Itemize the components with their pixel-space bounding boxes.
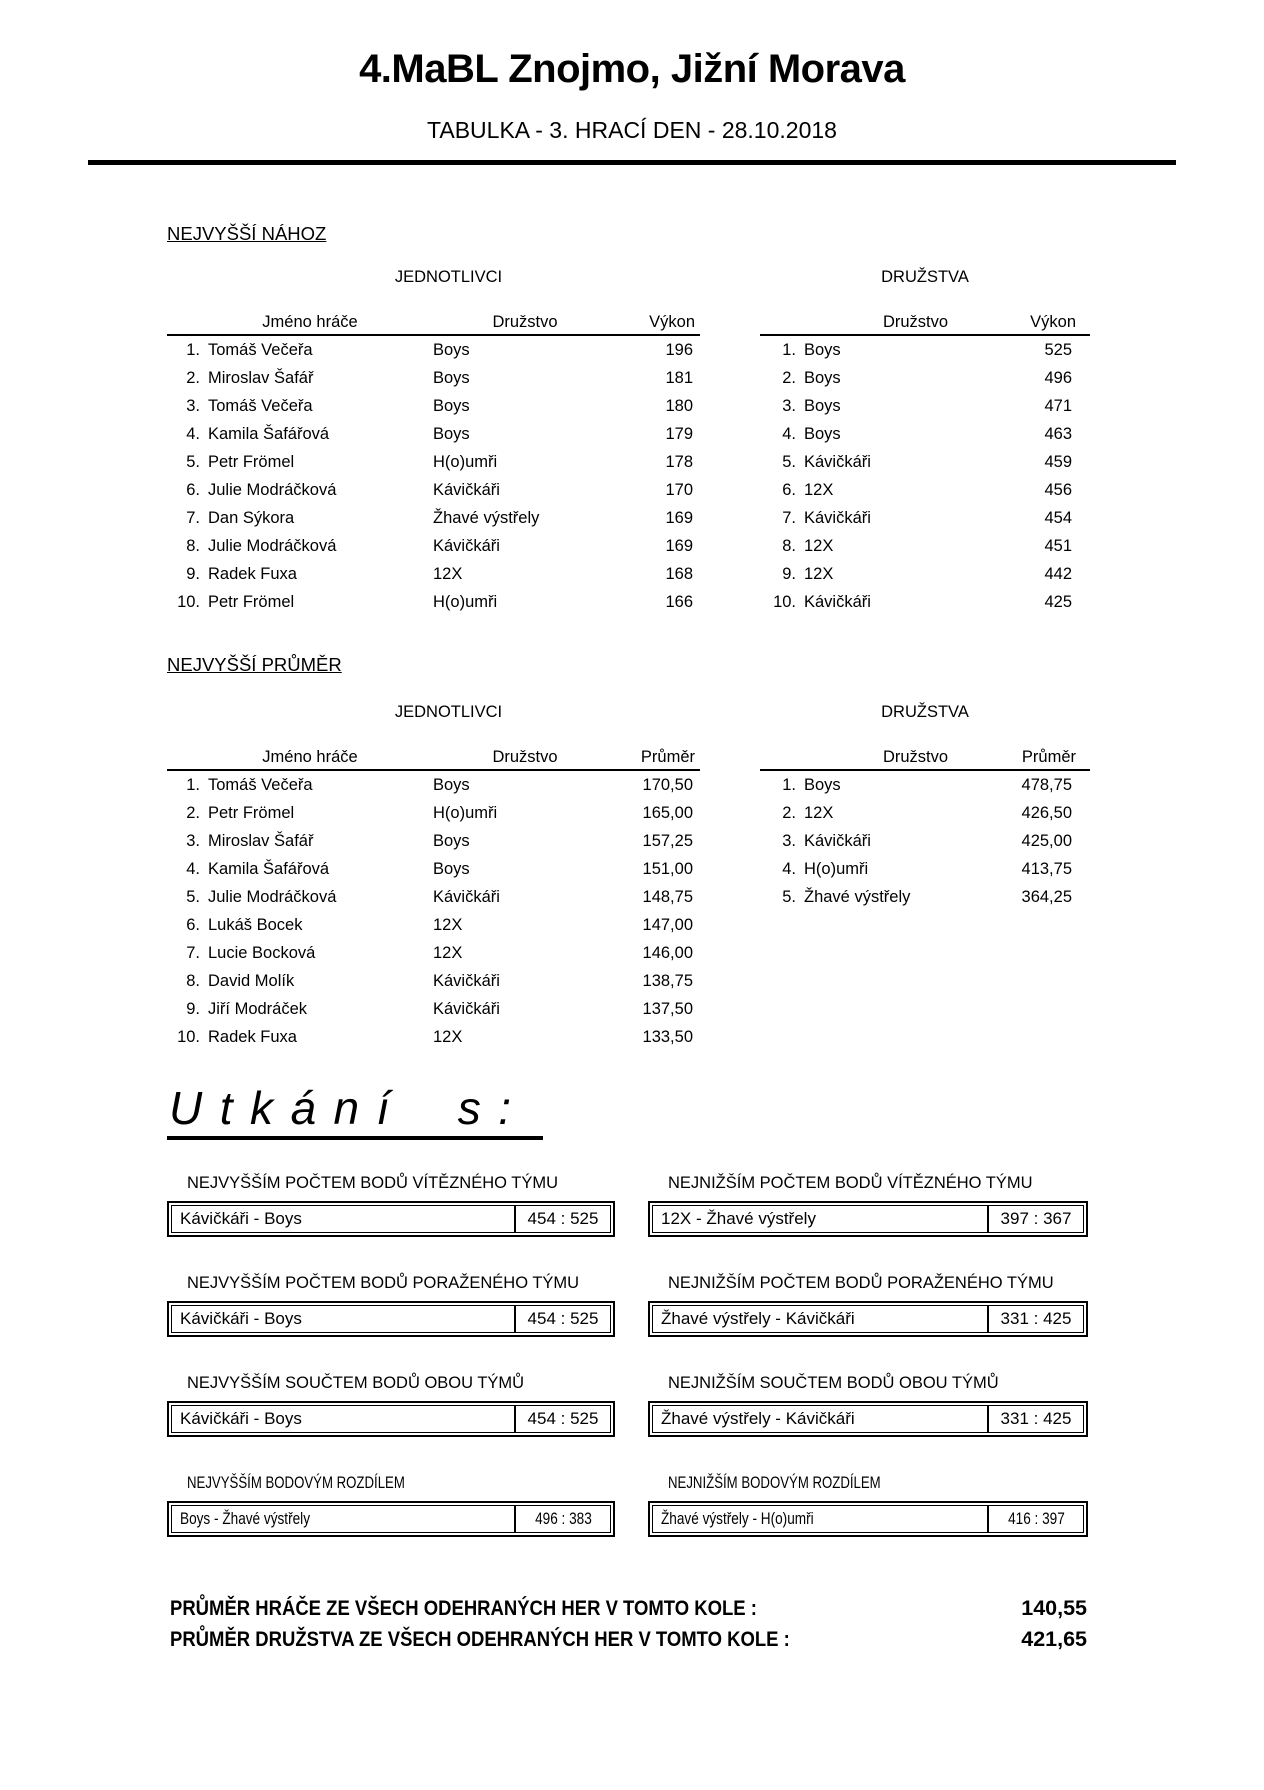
- summary-line: [170, 1593, 1087, 1624]
- match-box-inner: [652, 1405, 1084, 1433]
- match-stat: [167, 1273, 615, 1337]
- section-heading-highest-average: NEJVYŠŠÍ PRŮMĚR: [167, 654, 342, 675]
- table-row: [167, 392, 700, 420]
- player-value: 178: [665, 453, 693, 471]
- team-name: Boys: [804, 425, 841, 443]
- section-highest-game-tables: [167, 268, 1264, 616]
- column-header-player-name: Jméno hráče: [262, 748, 358, 766]
- match-stat: [167, 1473, 615, 1537]
- match-score: 454 : 525: [514, 1406, 610, 1432]
- player-team: 12X: [433, 944, 463, 962]
- player-name: Petr Frömel: [208, 453, 295, 471]
- player-team: H(o)umři: [433, 804, 498, 822]
- match-teams: Boys - Žhavé výstřely: [180, 1509, 310, 1528]
- player-name: Petr Frömel: [208, 804, 295, 822]
- table-body: [760, 771, 1090, 911]
- player-name: Miroslav Šafář: [208, 832, 314, 850]
- match-teams: Kávičkáři - Boys: [180, 1209, 302, 1228]
- table-row: [760, 420, 1090, 448]
- player-team: 12X: [433, 565, 463, 583]
- column-header-value: Výkon: [649, 313, 695, 331]
- team-rank: 4.: [782, 425, 796, 443]
- match-stat: [167, 1373, 615, 1437]
- player-value: 151,00: [642, 860, 693, 878]
- table-body: [167, 771, 700, 1051]
- page-subtitle: TABULKA - 3. HRACÍ DEN - 28.10.2018: [427, 117, 837, 143]
- player-team: Boys: [433, 860, 470, 878]
- column-header-value: Výkon: [1030, 313, 1076, 331]
- summary-label: PRŮMĚR HRÁČE ZE VŠECH ODEHRANÝCH HER V TOMTO KOLE :: [170, 1596, 757, 1620]
- match-box-inner: [171, 1505, 611, 1533]
- team-rank: 4.: [782, 860, 796, 878]
- match-score: 454 : 525: [514, 1206, 610, 1232]
- player-value: 146,00: [642, 944, 693, 962]
- table-row: [760, 392, 1090, 420]
- team-name: 12X: [804, 565, 834, 583]
- team-rank: 1.: [782, 341, 796, 359]
- match-stat: [648, 1273, 1088, 1337]
- player-name: Miroslav Šafář: [208, 369, 314, 387]
- player-team: Kávičkáři: [433, 1000, 500, 1018]
- player-name: Jiří Modráček: [208, 1000, 308, 1018]
- table-row: [167, 1023, 700, 1051]
- teams-table: [760, 268, 1090, 616]
- player-team: Boys: [433, 776, 470, 794]
- match-box: [167, 1301, 615, 1337]
- player-value: 165,00: [642, 804, 693, 822]
- team-rank: 3.: [782, 832, 796, 850]
- team-rank: 6.: [782, 481, 796, 499]
- player-value: 138,75: [642, 972, 693, 990]
- player-value: 148,75: [642, 888, 693, 906]
- match-box: [648, 1301, 1088, 1337]
- player-value: 179: [665, 425, 693, 443]
- match-box-inner: [652, 1205, 1084, 1233]
- player-name: Lukáš Bocek: [208, 916, 303, 934]
- team-name: Kávičkáři: [804, 509, 871, 527]
- table-row: [167, 560, 700, 588]
- player-team: 12X: [433, 1028, 463, 1046]
- table-header: [760, 748, 1090, 771]
- player-rank: 7.: [186, 944, 200, 962]
- table-title-individuals: JEDNOTLIVCI: [394, 268, 503, 286]
- team-value: 459: [1044, 453, 1072, 471]
- player-value: 147,00: [642, 916, 693, 934]
- team-value: 426,50: [1021, 804, 1072, 822]
- header-spacer: [760, 313, 796, 332]
- individuals-table: [167, 703, 700, 1051]
- table-row: [167, 911, 700, 939]
- player-value: 196: [665, 341, 693, 359]
- match-stat: [648, 1373, 1088, 1437]
- table-row: [167, 588, 700, 616]
- table-row: [167, 476, 700, 504]
- match-box: [648, 1501, 1088, 1537]
- table-row: [167, 939, 700, 967]
- team-name: Boys: [804, 341, 841, 359]
- team-rank: 8.: [782, 537, 796, 555]
- player-rank: 8.: [186, 537, 200, 555]
- team-value: 478,75: [1021, 776, 1072, 794]
- player-value: 133,50: [642, 1028, 693, 1046]
- player-rank: 10.: [177, 1028, 200, 1046]
- player-team: Boys: [433, 397, 470, 415]
- summary-label: PRŮMĚR DRUŽSTVA ZE VŠECH ODEHRANÝCH HER V TOMTO KOLE :: [170, 1627, 790, 1651]
- player-team: Boys: [433, 369, 470, 387]
- player-name: Tomáš Večeřa: [208, 776, 313, 794]
- team-name: Boys: [804, 776, 841, 794]
- player-name: Julie Modráčková: [208, 481, 337, 499]
- summary-value: 140,55: [1021, 1596, 1087, 1620]
- player-rank: 5.: [186, 888, 200, 906]
- player-team: 12X: [433, 916, 463, 934]
- player-team: Boys: [433, 832, 470, 850]
- matches-grid: [167, 1173, 1264, 1537]
- table-row: [167, 448, 700, 476]
- team-name: 12X: [804, 481, 834, 499]
- player-value: 166: [665, 593, 693, 611]
- team-value: 463: [1044, 425, 1072, 443]
- match-teams: Žhavé výstřely - H(o)umři: [661, 1509, 814, 1528]
- match-teams: Žhavé výstřely - Kávičkáři: [661, 1409, 855, 1428]
- player-rank: 1.: [186, 341, 200, 359]
- player-rank: 6.: [186, 916, 200, 934]
- match-box-inner: [171, 1205, 611, 1233]
- player-rank: 9.: [186, 565, 200, 583]
- player-rank: 2.: [186, 369, 200, 387]
- team-rank: 10.: [773, 593, 796, 611]
- player-value: 169: [665, 509, 693, 527]
- match-stat: [648, 1473, 1088, 1537]
- team-value: 451: [1044, 537, 1072, 555]
- table-row: [760, 827, 1090, 855]
- team-name: Kávičkáři: [804, 593, 871, 611]
- match-label: NEJVYŠŠÍM POČTEM BODŮ VÍTĚZNÉHO TÝMU: [187, 1174, 558, 1192]
- section-heading-highest-game: NEJVYŠŠÍ NÁHOZ: [167, 223, 327, 244]
- table-row: [760, 588, 1090, 616]
- match-teams: Žhavé výstřely - Kávičkáři: [661, 1309, 855, 1328]
- player-name: Radek Fuxa: [208, 565, 297, 583]
- match-label: NEJVYŠŠÍM POČTEM BODŮ PORAŽENÉHO TÝMU: [187, 1274, 580, 1292]
- match-score: 331 : 425: [987, 1306, 1083, 1332]
- table-row: [167, 532, 700, 560]
- table-row: [760, 476, 1090, 504]
- player-rank: 3.: [186, 397, 200, 415]
- table-row: [760, 448, 1090, 476]
- divider-rule: [88, 160, 1176, 165]
- table-row: [760, 855, 1090, 883]
- match-box: [167, 1401, 615, 1437]
- column-header-team: Družstvo: [492, 748, 558, 766]
- table-row: [760, 771, 1090, 799]
- match-score: 416 : 397: [987, 1506, 1083, 1532]
- table-row: [167, 799, 700, 827]
- player-value: 157,25: [642, 832, 693, 850]
- match-box: [648, 1401, 1088, 1437]
- player-name: Dan Sýkora: [208, 509, 295, 527]
- player-rank: 3.: [186, 832, 200, 850]
- match-box: [167, 1201, 615, 1237]
- player-value: 180: [665, 397, 693, 415]
- match-stat: [648, 1173, 1088, 1237]
- player-name: Kamila Šafářová: [208, 425, 330, 443]
- table-row: [760, 504, 1090, 532]
- page-title: 4.MaBL Znojmo, Jižní Morava: [359, 47, 905, 91]
- player-rank: 8.: [186, 972, 200, 990]
- team-name: 12X: [804, 804, 834, 822]
- match-score: 496 : 383: [514, 1506, 610, 1532]
- match-score: 454 : 525: [514, 1306, 610, 1332]
- table-title-teams: DRUŽSTVA: [881, 703, 969, 721]
- player-rank: 4.: [186, 860, 200, 878]
- player-team: Kávičkáři: [433, 972, 500, 990]
- column-header-team: Družstvo: [882, 748, 949, 766]
- match-teams: Kávičkáři - Boys: [180, 1309, 302, 1328]
- player-name: David Molík: [208, 972, 295, 990]
- player-team: H(o)umři: [433, 593, 498, 611]
- table-row: [760, 883, 1090, 911]
- match-stat: [167, 1173, 615, 1237]
- team-name: Žhavé výstřely: [804, 888, 911, 906]
- player-name: Julie Modráčková: [208, 888, 337, 906]
- summary-footer: [170, 1593, 1087, 1655]
- team-value: 525: [1044, 341, 1072, 359]
- team-rank: 2.: [782, 804, 796, 822]
- team-name: H(o)umři: [804, 860, 869, 878]
- team-rank: 1.: [782, 776, 796, 794]
- header-spacer: [760, 748, 796, 767]
- match-box-inner: [652, 1305, 1084, 1333]
- table-header: [167, 748, 700, 771]
- match-label: NEJVYŠŠÍM BODOVÝM ROZDÍLEM: [187, 1474, 405, 1492]
- match-teams: 12X - Žhavé výstřely: [661, 1209, 816, 1228]
- table-row: [167, 504, 700, 532]
- player-value: 168: [665, 565, 693, 583]
- player-team: Kávičkáři: [433, 481, 500, 499]
- team-value: 454: [1044, 509, 1072, 527]
- individuals-table: [167, 268, 700, 616]
- match-teams: Kávičkáři - Boys: [180, 1409, 302, 1428]
- match-label: NEJNIŽŠÍM POČTEM BODŮ PORAŽENÉHO TÝMU: [668, 1274, 1054, 1292]
- table-row: [167, 364, 700, 392]
- player-value: 181: [665, 369, 693, 387]
- player-rank: 1.: [186, 776, 200, 794]
- column-header-value: Průměr: [640, 748, 695, 766]
- team-name: Kávičkáři: [804, 453, 871, 471]
- table-row: [167, 855, 700, 883]
- player-team: Boys: [433, 425, 470, 443]
- match-score: 397 : 367: [987, 1206, 1083, 1232]
- table-header: [167, 313, 700, 336]
- player-name: Radek Fuxa: [208, 1028, 297, 1046]
- player-rank: 9.: [186, 1000, 200, 1018]
- match-box-inner: [171, 1305, 611, 1333]
- team-value: 425,00: [1021, 832, 1072, 850]
- player-rank: 5.: [186, 453, 200, 471]
- table-header: [760, 313, 1090, 336]
- table-row: [167, 420, 700, 448]
- team-value: 442: [1044, 565, 1072, 583]
- player-value: 169: [665, 537, 693, 555]
- match-box: [167, 1501, 615, 1537]
- player-team: Kávičkáři: [433, 888, 500, 906]
- player-name: Tomáš Večeřa: [208, 341, 313, 359]
- table-row: [760, 336, 1090, 364]
- player-rank: 6.: [186, 481, 200, 499]
- player-rank: 2.: [186, 804, 200, 822]
- match-score: 331 : 425: [987, 1406, 1083, 1432]
- player-value: 170: [665, 481, 693, 499]
- player-value: 170,50: [642, 776, 693, 794]
- team-rank: 7.: [782, 509, 796, 527]
- team-value: 456: [1044, 481, 1072, 499]
- table-row: [167, 967, 700, 995]
- table-row: [167, 336, 700, 364]
- match-label: NEJNIŽŠÍM BODOVÝM ROZDÍLEM: [668, 1474, 881, 1492]
- table-row: [760, 560, 1090, 588]
- table-row: [760, 532, 1090, 560]
- table-row: [167, 883, 700, 911]
- team-value: 496: [1044, 369, 1072, 387]
- section-highest-average-tables: [167, 703, 1264, 1051]
- table-body: [167, 336, 700, 616]
- column-header-value: Průměr: [1021, 748, 1076, 766]
- matches-heading: Utkání s:: [167, 1084, 543, 1140]
- team-rank: 9.: [782, 565, 796, 583]
- player-value: 137,50: [642, 1000, 693, 1018]
- match-label: NEJVYŠŠÍM SOUČTEM BODŮ OBOU TÝMŮ: [187, 1374, 525, 1392]
- match-label: NEJNIŽŠÍM POČTEM BODŮ VÍTĚZNÉHO TÝMU: [668, 1174, 1033, 1192]
- team-rank: 2.: [782, 369, 796, 387]
- team-name: Kávičkáři: [804, 832, 871, 850]
- column-header-player-name: Jméno hráče: [262, 313, 358, 331]
- table-title-teams: DRUŽSTVA: [881, 268, 969, 286]
- match-box: [648, 1201, 1088, 1237]
- column-header-team: Družstvo: [882, 313, 949, 331]
- matches-heading-wrap: [167, 1084, 1264, 1140]
- team-name: Boys: [804, 369, 841, 387]
- teams-table: [760, 703, 1090, 1051]
- summary-line: [170, 1624, 1087, 1655]
- team-rank: 3.: [782, 397, 796, 415]
- player-name: Kamila Šafářová: [208, 860, 330, 878]
- table-body: [760, 336, 1090, 616]
- table-row: [167, 827, 700, 855]
- player-rank: 10.: [177, 593, 200, 611]
- match-box-inner: [652, 1505, 1084, 1533]
- table-row: [760, 364, 1090, 392]
- player-team: Žhavé výstřely: [433, 509, 540, 527]
- table-title-individuals: JEDNOTLIVCI: [394, 703, 503, 721]
- player-name: Tomáš Večeřa: [208, 397, 313, 415]
- player-name: Julie Modráčková: [208, 537, 337, 555]
- team-name: Boys: [804, 397, 841, 415]
- match-label: NEJNIŽŠÍM SOUČTEM BODŮ OBOU TÝMŮ: [668, 1374, 999, 1392]
- player-team: Kávičkáři: [433, 537, 500, 555]
- team-value: 413,75: [1021, 860, 1072, 878]
- player-team: H(o)umři: [433, 453, 498, 471]
- table-row: [167, 771, 700, 799]
- player-team: Boys: [433, 341, 470, 359]
- column-header-team: Družstvo: [492, 313, 558, 331]
- team-rank: 5.: [782, 453, 796, 471]
- team-value: 471: [1044, 397, 1072, 415]
- team-value: 425: [1044, 593, 1072, 611]
- player-rank: 4.: [186, 425, 200, 443]
- team-rank: 5.: [782, 888, 796, 906]
- team-name: 12X: [804, 537, 834, 555]
- table-row: [760, 799, 1090, 827]
- match-box-inner: [171, 1405, 611, 1433]
- player-name: Petr Frömel: [208, 593, 295, 611]
- team-value: 364,25: [1021, 888, 1072, 906]
- player-rank: 7.: [186, 509, 200, 527]
- table-row: [167, 995, 700, 1023]
- player-name: Lucie Bocková: [208, 944, 316, 962]
- summary-value: 421,65: [1021, 1627, 1087, 1651]
